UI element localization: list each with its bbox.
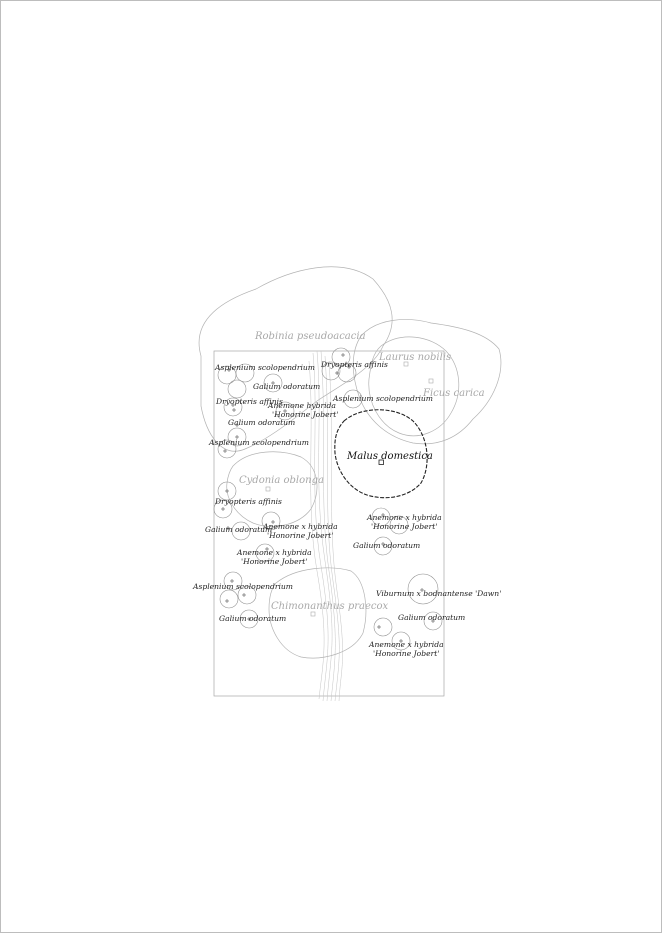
- plant-label: 'Honorine Jobert': [267, 531, 334, 540]
- tree-label-chimonanthus: Chimonanthus praecox: [271, 601, 389, 612]
- plant-label: Galium odoratum: [353, 541, 421, 550]
- plant-position-cross: [341, 353, 345, 357]
- plant-label: Galium odoratum: [253, 382, 321, 391]
- plant-position-cross: [221, 507, 225, 511]
- plant-position-cross: [242, 593, 246, 597]
- tree-label-cydonia: Cydonia oblonga: [239, 475, 324, 486]
- plant-label: Anemone x hybrida: [263, 522, 338, 531]
- plant-label: Viburnum x bodnantense 'Dawn': [376, 589, 502, 598]
- tree-label-laurus: Laurus nobilis: [379, 352, 452, 363]
- tree-label-ficus: Ficus carica: [423, 388, 485, 399]
- cydonia-canopy-outline: [227, 452, 317, 527]
- plant-label: Dryopteris affinis: [215, 497, 282, 506]
- laurus-canopy-outline: [353, 319, 501, 443]
- plant-label: Asplenium scolopendrium: [209, 438, 309, 447]
- plant-position-cross: [225, 489, 229, 493]
- plant-label: Anemone x hybrida: [237, 548, 312, 557]
- plant-label: Galium odoratum: [205, 525, 273, 534]
- plant-label: Galium odoratum: [228, 418, 296, 427]
- plant-label: Anemone hybrida: [268, 401, 336, 410]
- plant-position-cross: [232, 408, 236, 412]
- tree-label-malus: Malus domestica: [347, 451, 433, 462]
- plant-label: 'Honorine Jobert': [373, 649, 440, 658]
- plant-label: 'Honorine Jobert': [371, 522, 438, 531]
- chimonanthus-trunk-marker: [311, 612, 315, 616]
- planting-plan-drawing: [1, 1, 661, 932]
- plant-label: Anemone x hybrida: [367, 513, 442, 522]
- plant-position-cross: [377, 625, 381, 629]
- cydonia-trunk-marker: [266, 487, 270, 491]
- plant-label: Asplenium scolopendrium: [193, 582, 293, 591]
- tree-label-robinia: Robinia pseudoacacia: [255, 331, 366, 342]
- plant-label: Dryopteris affinis: [321, 360, 388, 369]
- plant-position-cross: [335, 371, 339, 375]
- plant-label: Dryopteris affinis: [216, 397, 283, 406]
- plant-label: Galium odoratum: [398, 613, 466, 622]
- plant-label: Asplenium scolopendrium: [333, 394, 433, 403]
- plant-position-cross: [225, 599, 229, 603]
- plant-label: Anemone x hybrida: [369, 640, 444, 649]
- tree-labels: [239, 331, 485, 612]
- plant-label: 'Honorine Jobert': [272, 410, 339, 419]
- plant-label: 'Honorine Jobert': [241, 557, 308, 566]
- plant-label: Asplenium scolopendrium: [215, 363, 315, 372]
- plant-label: Galium odoratum: [219, 614, 287, 623]
- ficus-trunk-marker: [429, 379, 433, 383]
